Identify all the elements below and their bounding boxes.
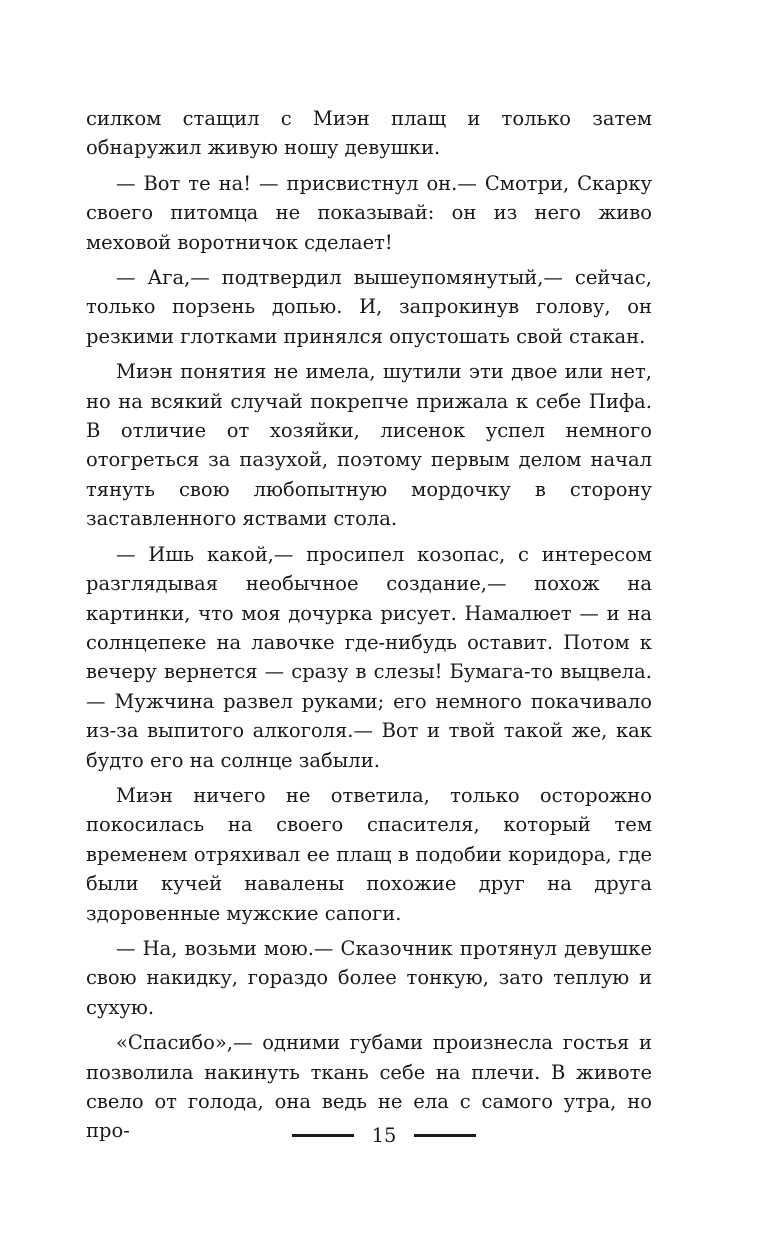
paragraph: Миэн ничего не ответила, только осторожно покосилась на своего спасителя, который тем временем отряхивал ее плащ в подобии коридора, где были кучей навалены похожие друг на друга здоровенные мужские сапоги.: [86, 783, 652, 925]
paragraph: Миэн понятия не имела, шутили эти двое или нет, но на всякий случай покрепче прижала к себе Пифа. В отличие от хозяйки, лисенок успел немного отогреться за пазухой, поэтому первым делом начал тянуть свою любопытную мордочку в сторону заставленного яствами стола.: [86, 360, 652, 531]
paragraph: — На, возьми мою.— Сказочник протянул девушке свою накидку, гораздо более тонкую, зато теплую и сухую.: [86, 936, 652, 1019]
page-footer: [0, 1120, 768, 1150]
footer-rule-left: [292, 1134, 354, 1137]
paragraph-continuation: силком стащил с Миэн плащ и только затем обнаружил живую ношу девушки.: [86, 107, 652, 160]
paragraph: — Ишь какой,— просипел козопас, с интересом разглядывая необычное создание,— похож на картинки, что моя дочурка рисует. Намалюет — и на солнцепеке на лавочке где-нибудь оставит. Потом к вечеру вернется — сразу в слезы! Бумага-то выцвела.— Мужчина развел руками; его немного покачивало из-за выпитого алкоголя.— Вот и твой такой же, как будто его на солнце забыли.: [86, 542, 652, 772]
page-text: [86, 104, 652, 1146]
footer-rule-right: [414, 1134, 476, 1137]
paragraph: «Спасибо»,— одними губами произнесла гостья и позволила накинуть ткань себе на плечи. В животе свело от голода, она ведь не ела с самого утра, но про-: [86, 1031, 652, 1143]
paragraph: — Ага,— подтвердил вышеупомянутый,— сейчас, только порзень допью. И, запрокинув голову, он резкими глотками принялся опустошать свой стакан.: [86, 266, 652, 348]
paragraph: — Вот те на! — присвистнул он.— Смотри, Скарку своего питомца не показывай: он из него живо меховой воротничок сделает!: [86, 171, 652, 254]
page-number: 15: [371, 1123, 397, 1147]
